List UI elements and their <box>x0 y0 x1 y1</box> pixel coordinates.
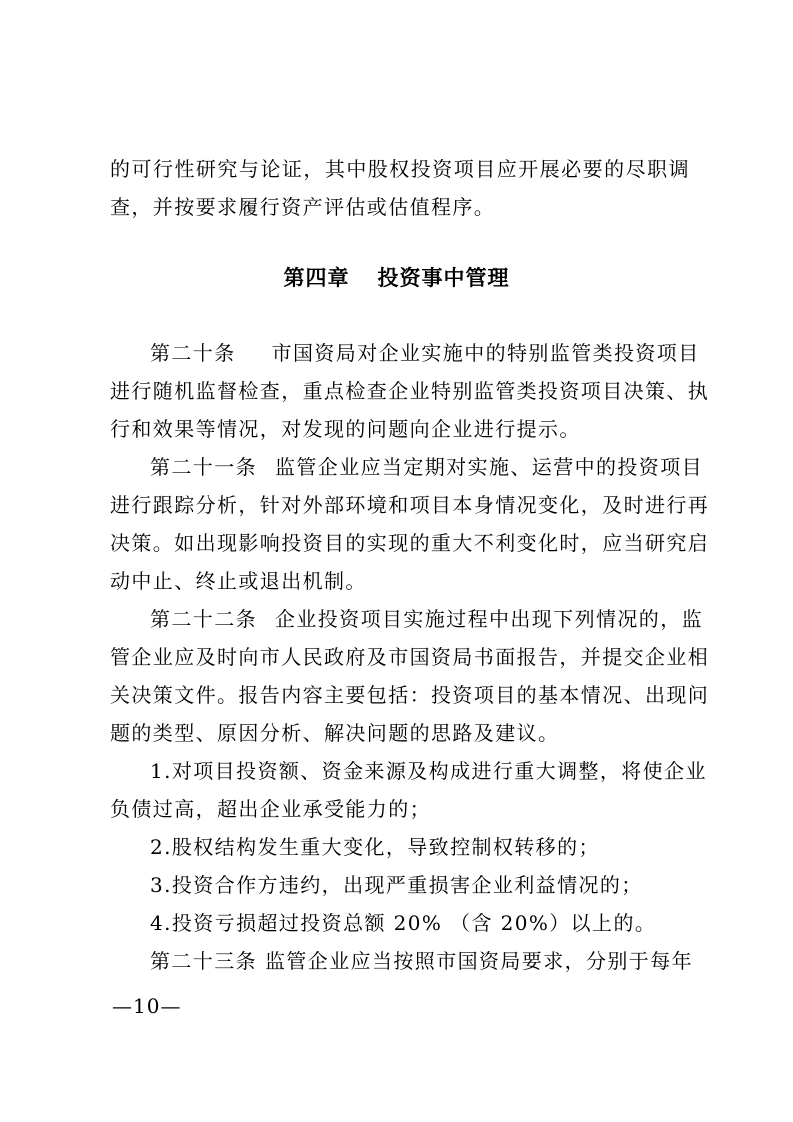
page-number: —10— <box>112 994 182 1018</box>
list-item-4: 4.投资亏损超过投资总额 20% （含 20%）以上的。 <box>150 911 657 935</box>
article-label: 第二十一条 <box>150 455 257 479</box>
list-item-3: 3.投资合作方违约，出现严重损害企业利益情况的； <box>150 873 643 897</box>
body-line: 关决策文件。报告内容主要包括：投资项目的基本情况、出现问 <box>110 683 710 707</box>
article-22-first-line <box>150 606 703 632</box>
list-item-1: 1.对项目投资额、资金来源及构成进行重大调整，将使企业 <box>150 759 707 783</box>
list-item-2: 2.股权结构发生重大变化，导致控制权转移的； <box>150 835 600 859</box>
body-line: 进行随机监督检查，重点检查企业特别监管类投资项目决策、执 <box>110 379 710 403</box>
body-line: 进行跟踪分析，针对外部环境和项目本身情况变化，及时进行再 <box>110 493 710 517</box>
article-label: 第二十三条 <box>150 949 257 973</box>
article-text: 监管企业应当定期对实施、运营中的投资项目 <box>275 455 703 479</box>
article-20-first-line <box>150 340 700 366</box>
article-23-first-line <box>150 948 693 974</box>
body-line: 动中止、终止或退出机制。 <box>110 569 367 593</box>
body-line: 查，并按要求履行资产评估或估值程序。 <box>110 195 496 219</box>
chapter-heading <box>0 262 793 292</box>
body-line: 的可行性研究与论证，其中股权投资项目应开展必要的尽职调 <box>110 157 690 181</box>
article-text: 市国资局对企业实施中的特别监管类投资项目 <box>271 341 700 365</box>
article-label: 第二十条 <box>150 341 236 365</box>
body-line: 决策。如出现影响投资目的实现的重大不利变化时，应当研究启 <box>110 531 710 555</box>
article-text: 企业投资项目实施过程中出现下列情况的，监 <box>275 607 703 631</box>
body-line: 行和效果等情况，对发现的问题向企业进行提示。 <box>110 417 581 441</box>
article-21-first-line <box>150 454 703 480</box>
chapter-number: 第四章 <box>283 266 350 290</box>
body-line: 题的类型、原因分析、解决问题的思路及建议。 <box>110 721 560 745</box>
chapter-title: 投资事中管理 <box>377 266 510 290</box>
body-line: 管企业应及时向市人民政府及市国资局书面报告，并提交企业相 <box>110 645 710 669</box>
article-label: 第二十二条 <box>150 607 257 631</box>
body-line: 负债过高，超出企业承受能力的； <box>110 797 431 821</box>
article-text: 监管企业应当按照市国资局要求，分别于每年 <box>265 949 693 973</box>
